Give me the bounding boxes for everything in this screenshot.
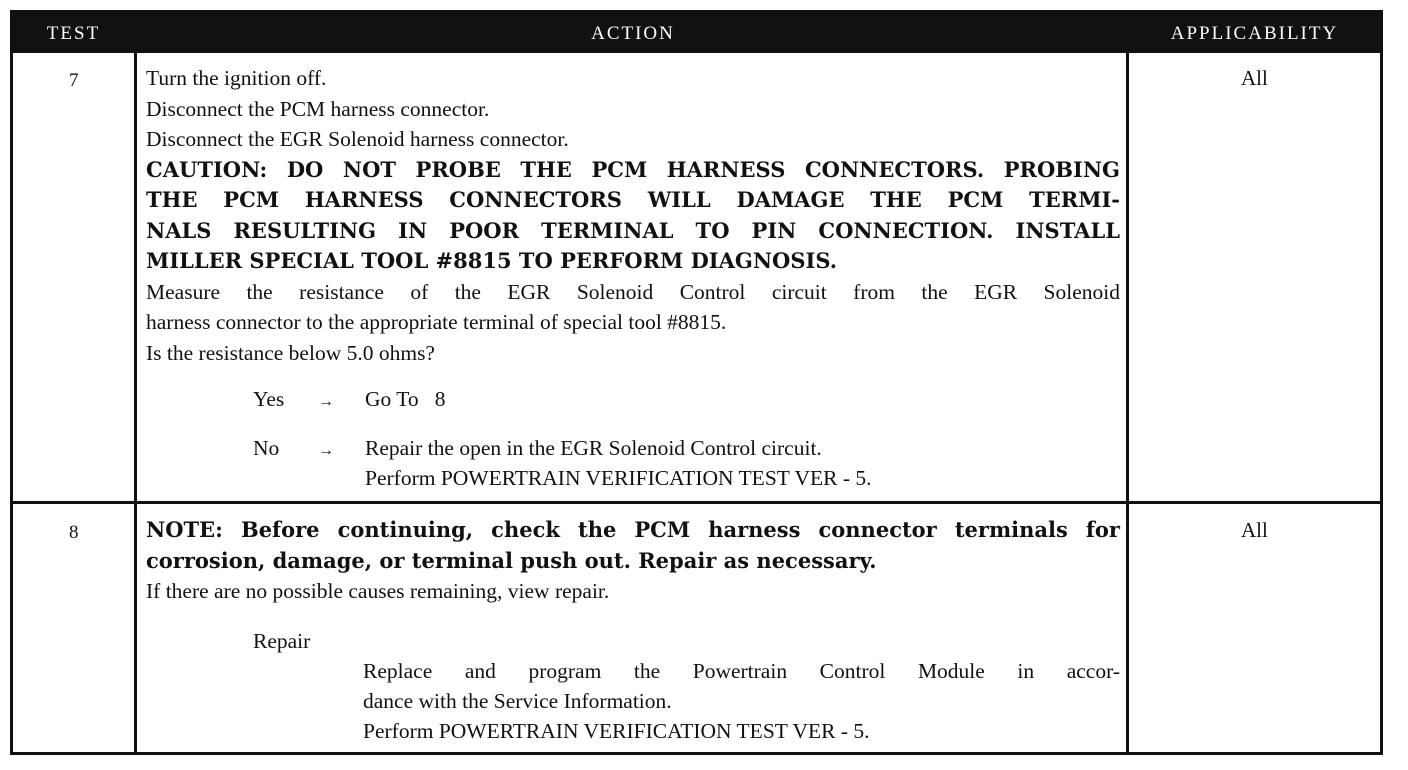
question-text: Is the resistance below 5.0 ohms? xyxy=(146,340,435,365)
test-number: 8 xyxy=(69,522,79,543)
repair-label: Repair xyxy=(253,629,311,653)
no-result-line: Perform POWERTRAIN VERIFICATION TEST VER - 5. xyxy=(365,466,872,490)
repair-line: Perform POWERTRAIN VERIFICATION TEST VER - 5. xyxy=(363,719,870,743)
test-7-action xyxy=(146,63,1120,368)
test-8-action xyxy=(146,515,1120,607)
header-action: ACTION xyxy=(137,13,1129,53)
header-applicability: APPLICABILITY xyxy=(1129,13,1380,53)
step-text: Turn the ignition off. xyxy=(146,66,327,90)
note-text: NOTE: Before continuing, check the PCM harness connector terminals for xyxy=(146,517,1120,542)
column-divider xyxy=(134,13,137,755)
yes-result: Go To 8 xyxy=(365,387,446,411)
note-text: corrosion, damage, or terminal push out. Repair as necessary. xyxy=(146,547,877,573)
caution-text: CAUTION: DO NOT PROBE THE PCM HARNESS CONNECTORS. PROBING xyxy=(146,156,1120,182)
no-result-line: Repair the open in the EGR Solenoid Control circuit. xyxy=(365,436,822,460)
step-text: Disconnect the EGR Solenoid harness connector. xyxy=(146,127,569,151)
step-text: Disconnect the PCM harness connector. xyxy=(146,96,490,121)
caution-text: THE PCM HARNESS CONNECTORS WILL DAMAGE THE PCM TERMI- xyxy=(146,187,1120,212)
column-divider xyxy=(1126,13,1129,755)
header-test: TEST xyxy=(13,13,134,53)
no-label: No xyxy=(253,436,280,460)
diagnostic-table xyxy=(10,10,1383,755)
arrow-icon: → xyxy=(318,442,334,459)
arrow-icon: → xyxy=(318,393,334,410)
applicability-value: All xyxy=(1241,518,1268,542)
no-result xyxy=(365,433,872,493)
yes-label: Yes xyxy=(253,387,285,411)
caution-text: MILLER SPECIAL TOOL #8815 TO PERFORM DIAGNOSIS. xyxy=(146,248,838,273)
applicability-value: All xyxy=(1241,66,1268,90)
measure-text: harness connector to the appropriate terminal of special tool #8815. xyxy=(146,310,727,334)
test-number: 7 xyxy=(69,70,79,91)
row-divider xyxy=(13,501,1383,504)
measure-text: Measure the resistance of the EGR Solenoid Control circuit from the EGR Solenoid xyxy=(146,279,1120,304)
repair-line: Replace and program the Powertrain Control Module in accor- xyxy=(363,659,1120,683)
repair-text xyxy=(363,656,1120,746)
caution-text: NALS RESULTING IN POOR TERMINAL TO PIN CONNECTION. INSTALL xyxy=(146,217,1120,243)
repair-line: dance with the Service Information. xyxy=(363,689,672,713)
step-text: If there are no possible causes remaining, view repair. xyxy=(146,579,610,603)
